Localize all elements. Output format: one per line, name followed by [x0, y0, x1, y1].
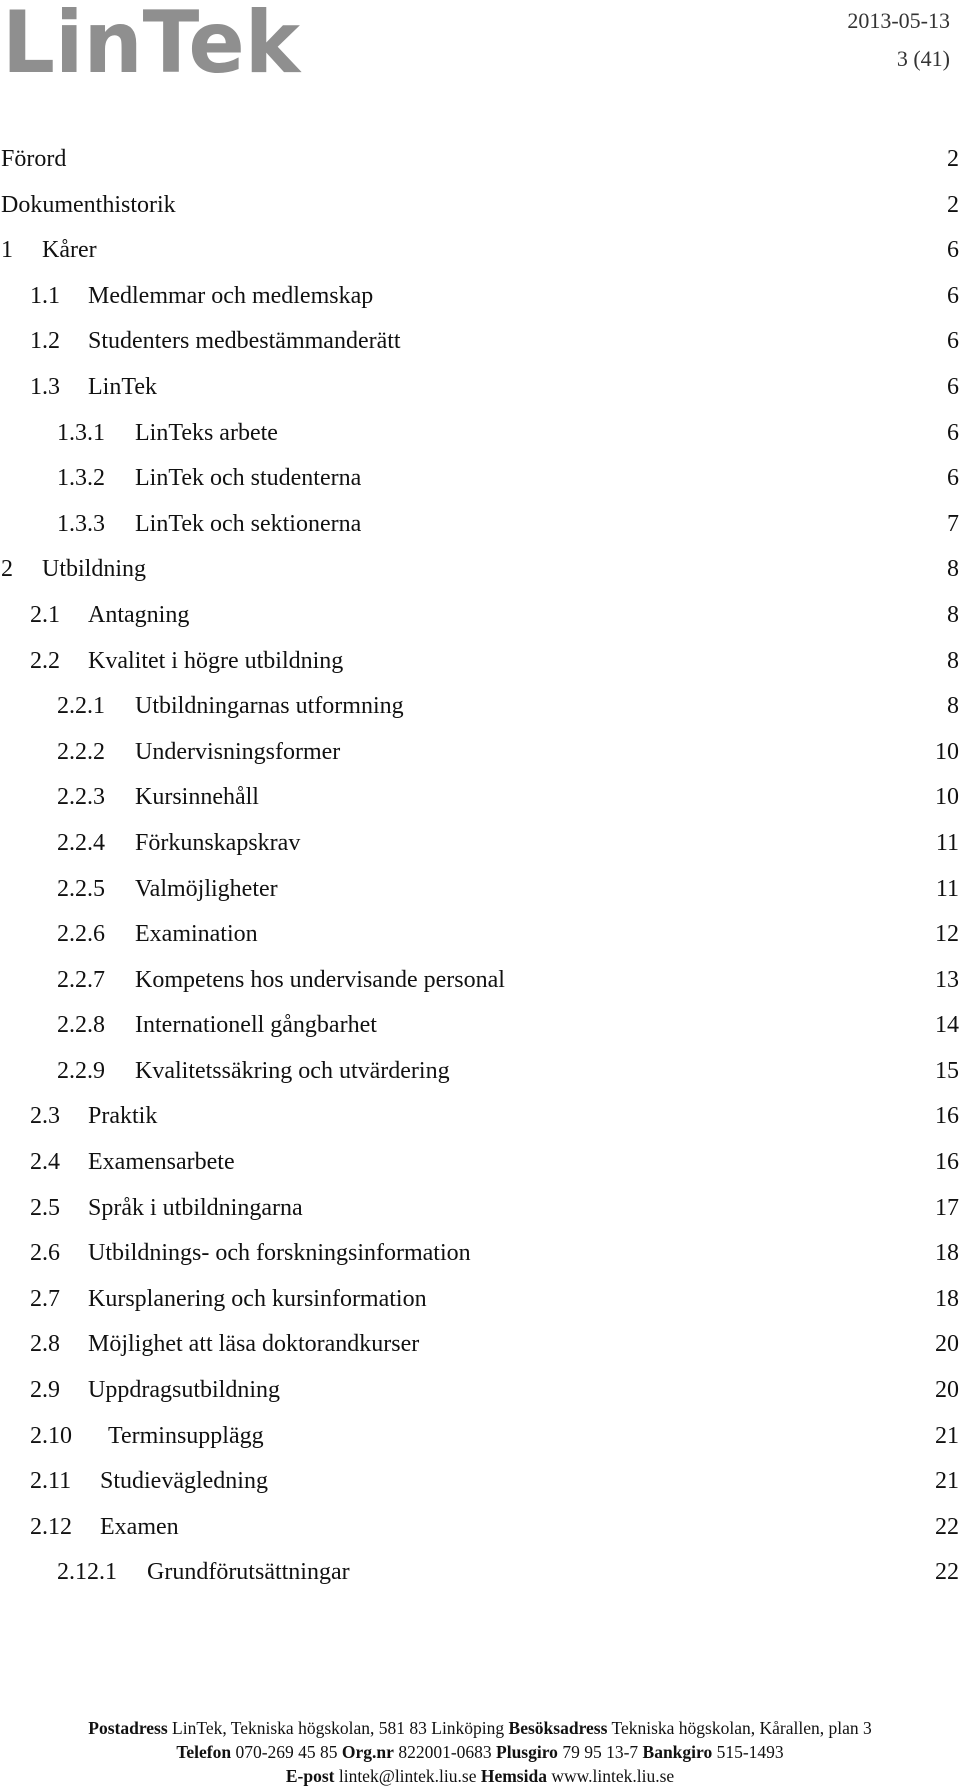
toc-entry-page: 11: [935, 875, 959, 902]
toc-entry[interactable]: [0, 465, 960, 511]
toc-entry-number: 2.2.7: [57, 966, 105, 993]
toc-entry[interactable]: [0, 283, 960, 329]
toc-entry-page: 6: [947, 328, 959, 355]
toc-entry-number: 2.2.6: [57, 921, 105, 948]
footer-value: Tekniska högskolan, Kårallen, plan 3: [607, 1718, 872, 1738]
toc-entry-title: Terminsupplägg: [108, 1422, 264, 1449]
toc-entry-page: 7: [947, 510, 959, 537]
toc-entry[interactable]: [0, 328, 960, 374]
toc-entry-number: 1.3: [30, 373, 60, 400]
toc-entry-page: 14: [935, 1012, 959, 1039]
toc-entry-number: 2.2.1: [57, 693, 105, 720]
toc-entry[interactable]: [0, 1514, 960, 1560]
footer-label: Plusgiro: [496, 1742, 558, 1762]
toc-entry-page: 22: [935, 1513, 959, 1540]
toc-entry[interactable]: [0, 1468, 960, 1514]
toc-entry[interactable]: [0, 876, 960, 922]
toc-entry-title: LinTek: [88, 373, 157, 400]
toc-entry-number: 1.2: [30, 328, 60, 355]
toc-entry-page: 6: [947, 237, 959, 264]
toc-entry-number: 2.9: [30, 1377, 60, 1404]
toc-entry-title: Studenters medbestämmanderätt: [88, 328, 401, 355]
footer-label: Hemsida: [480, 1766, 547, 1786]
document-date: 2013-05-13: [847, 8, 950, 33]
toc-entry-title: Antagning: [88, 601, 190, 628]
toc-entry-title: Grundförutsättningar: [147, 1559, 350, 1586]
toc-entry-number: 2.3: [30, 1103, 60, 1130]
toc-entry[interactable]: [0, 1103, 960, 1149]
toc-entry-number: 2.2.4: [57, 829, 105, 856]
toc-entry[interactable]: [0, 556, 960, 602]
toc-entry-number: 1.1: [30, 282, 60, 309]
toc-entry[interactable]: [0, 1331, 960, 1377]
toc-entry-page: 17: [935, 1194, 959, 1221]
toc-entry-page: 20: [935, 1377, 959, 1404]
footer-value: 79 95 13-7: [557, 1742, 643, 1762]
toc-entry-number: 1: [1, 237, 13, 264]
toc-entry-page: 12: [935, 921, 959, 948]
toc-entry-page: 6: [947, 373, 959, 400]
footer-value: 515-1493: [712, 1742, 784, 1762]
footer-value: 822001-0683: [393, 1742, 497, 1762]
toc-entry[interactable]: [0, 374, 960, 420]
toc-entry-title: Examination: [135, 921, 258, 948]
toc-entry-number: 2.2.2: [57, 738, 105, 765]
toc-entry-number: 2.1: [30, 601, 60, 628]
toc-entry-title: Kårer: [42, 237, 97, 264]
footer-line-postal: [0, 1716, 960, 1740]
footer: [0, 1716, 960, 1788]
toc-entry[interactable]: [0, 1058, 960, 1104]
toc-entry-title: Utbildnings- och forskningsinformation: [88, 1240, 471, 1267]
table-of-contents: [0, 146, 960, 1605]
footer-label: Telefon: [176, 1742, 232, 1762]
toc-entry-number: 2.2.9: [57, 1057, 105, 1084]
toc-entry-page: 8: [947, 601, 959, 628]
toc-entry-title: LinTeks arbete: [135, 419, 278, 446]
toc-entry-title: Dokumenthistorik: [1, 191, 176, 218]
page-indicator: 3 (41): [896, 46, 950, 71]
footer-label: Bankgiro: [642, 1742, 713, 1762]
footer-label: Postadress: [88, 1718, 168, 1738]
toc-entry[interactable]: [0, 1559, 960, 1605]
toc-entry-number: 2: [1, 556, 13, 583]
toc-entry[interactable]: [0, 693, 960, 739]
toc-entry-number: 2.7: [30, 1285, 60, 1312]
toc-entry[interactable]: [0, 1286, 960, 1332]
toc-entry-page: 2: [947, 191, 959, 218]
toc-entry-title: Valmöjligheter: [135, 875, 278, 902]
toc-entry-number: 2.11: [30, 1468, 72, 1495]
toc-entry-title: Medlemmar och medlemskap: [88, 282, 374, 309]
toc-entry-number: 2.8: [30, 1331, 60, 1358]
toc-entry-page: 8: [947, 693, 959, 720]
toc-entry-page: 6: [947, 465, 959, 492]
toc-entry[interactable]: [0, 1423, 960, 1469]
footer-value: LinTek, Tekniska högskolan, 581 83 Linköping: [167, 1718, 509, 1738]
toc-entry-title: Förord: [1, 146, 67, 172]
toc-entry-title: Praktik: [88, 1103, 158, 1130]
toc-entry-page: 10: [935, 738, 959, 765]
toc-entry[interactable]: [0, 1377, 960, 1423]
header-meta: [847, 2, 950, 78]
toc-entry-title: Examensarbete: [88, 1149, 235, 1176]
footer-line-contact: [0, 1740, 960, 1764]
toc-entry-title: Kvalitet i högre utbildning: [88, 647, 344, 674]
toc-entry-number: 1.3.1: [57, 419, 105, 446]
toc-entry-title: Möjlighet att läsa doktorandkurser: [88, 1331, 420, 1358]
toc-entry-number: 2.4: [30, 1149, 60, 1176]
toc-entry[interactable]: [0, 1240, 960, 1286]
toc-entry-title: Undervisningsformer: [135, 738, 341, 765]
toc-entry-number: 2.2.8: [57, 1012, 105, 1039]
toc-entry-title: Kompetens hos undervisande personal: [135, 966, 505, 993]
toc-entry-title: Examen: [100, 1513, 179, 1540]
toc-entry-page: 6: [947, 419, 959, 446]
toc-entry-number: 2.5: [30, 1194, 60, 1221]
toc-entry-page: 6: [947, 282, 959, 309]
toc-entry[interactable]: [0, 420, 960, 466]
toc-entry-page: 13: [935, 966, 959, 993]
logo-text: LinTek: [2, 0, 302, 80]
toc-entry-page: 18: [935, 1240, 959, 1267]
toc-entry[interactable]: [0, 1195, 960, 1241]
lintek-logo: [2, 0, 302, 80]
toc-entry-title: Kursplanering och kursinformation: [88, 1285, 427, 1312]
toc-entry[interactable]: [0, 1149, 960, 1195]
toc-entry[interactable]: [0, 830, 960, 876]
toc-entry-title: Uppdragsutbildning: [88, 1377, 280, 1404]
toc-entry[interactable]: [0, 602, 960, 648]
toc-entry-page: 11: [935, 829, 959, 856]
toc-entry-title: LinTek och studenterna: [135, 465, 362, 492]
toc-entry-number: 1.3.3: [57, 510, 105, 537]
toc-entry-title: Kursinnehåll: [135, 784, 259, 811]
toc-entry-number: 2.2.3: [57, 784, 105, 811]
footer-value: lintek@lintek.liu.se: [334, 1766, 481, 1786]
footer-value: 070-269 45 85: [231, 1742, 342, 1762]
toc-entry-number: 2.12: [30, 1513, 72, 1540]
toc-entry-title: Språk i utbildningarna: [88, 1194, 303, 1221]
toc-entry[interactable]: [0, 648, 960, 694]
toc-entry-page: 2: [947, 146, 959, 172]
toc-entry[interactable]: [0, 921, 960, 967]
toc-entry[interactable]: [0, 237, 960, 283]
toc-entry-number: 2.10: [30, 1422, 72, 1449]
toc-entry-title: Internationell gångbarhet: [135, 1012, 377, 1039]
toc-entry-title: Utbildning: [42, 556, 147, 583]
toc-entry[interactable]: [0, 967, 960, 1013]
footer-label: Besöksadress: [508, 1718, 608, 1738]
toc-entry-page: 21: [935, 1468, 959, 1495]
toc-entry-title: Studievägledning: [100, 1468, 268, 1495]
toc-entry-page: 22: [935, 1559, 959, 1586]
toc-entry-page: 10: [935, 784, 959, 811]
toc-entry-page: 8: [947, 647, 959, 674]
toc-entry-title: Utbildningarnas utformning: [135, 693, 404, 720]
toc-entry[interactable]: [0, 146, 960, 192]
toc-entry-page: 16: [935, 1103, 959, 1130]
toc-entry[interactable]: [0, 511, 960, 557]
toc-entry-title: Kvalitetssäkring och utvärdering: [135, 1057, 450, 1084]
toc-entry-number: 2.12.1: [57, 1559, 117, 1586]
footer-line-web: [0, 1764, 960, 1788]
toc-entry-page: 18: [935, 1285, 959, 1312]
footer-value: www.lintek.liu.se: [546, 1766, 675, 1786]
toc-entry[interactable]: [0, 1012, 960, 1058]
toc-entry[interactable]: [0, 784, 960, 830]
toc-entry-page: 16: [935, 1149, 959, 1176]
footer-label: E-post: [285, 1766, 335, 1786]
toc-entry-title: LinTek och sektionerna: [135, 510, 362, 537]
toc-entry-page: 20: [935, 1331, 959, 1358]
toc-entry-page: 8: [947, 556, 959, 583]
toc-entry-page: 21: [935, 1422, 959, 1449]
toc-entry[interactable]: [0, 192, 960, 238]
toc-entry[interactable]: [0, 739, 960, 785]
toc-entry-number: 1.3.2: [57, 465, 105, 492]
toc-entry-title: Förkunskapskrav: [135, 829, 301, 856]
toc-entry-number: 2.2.5: [57, 875, 105, 902]
footer-label: Org.nr: [341, 1742, 394, 1762]
toc-entry-number: 2.6: [30, 1240, 60, 1267]
toc-entry-page: 15: [935, 1057, 959, 1084]
toc-entry-number: 2.2: [30, 647, 60, 674]
